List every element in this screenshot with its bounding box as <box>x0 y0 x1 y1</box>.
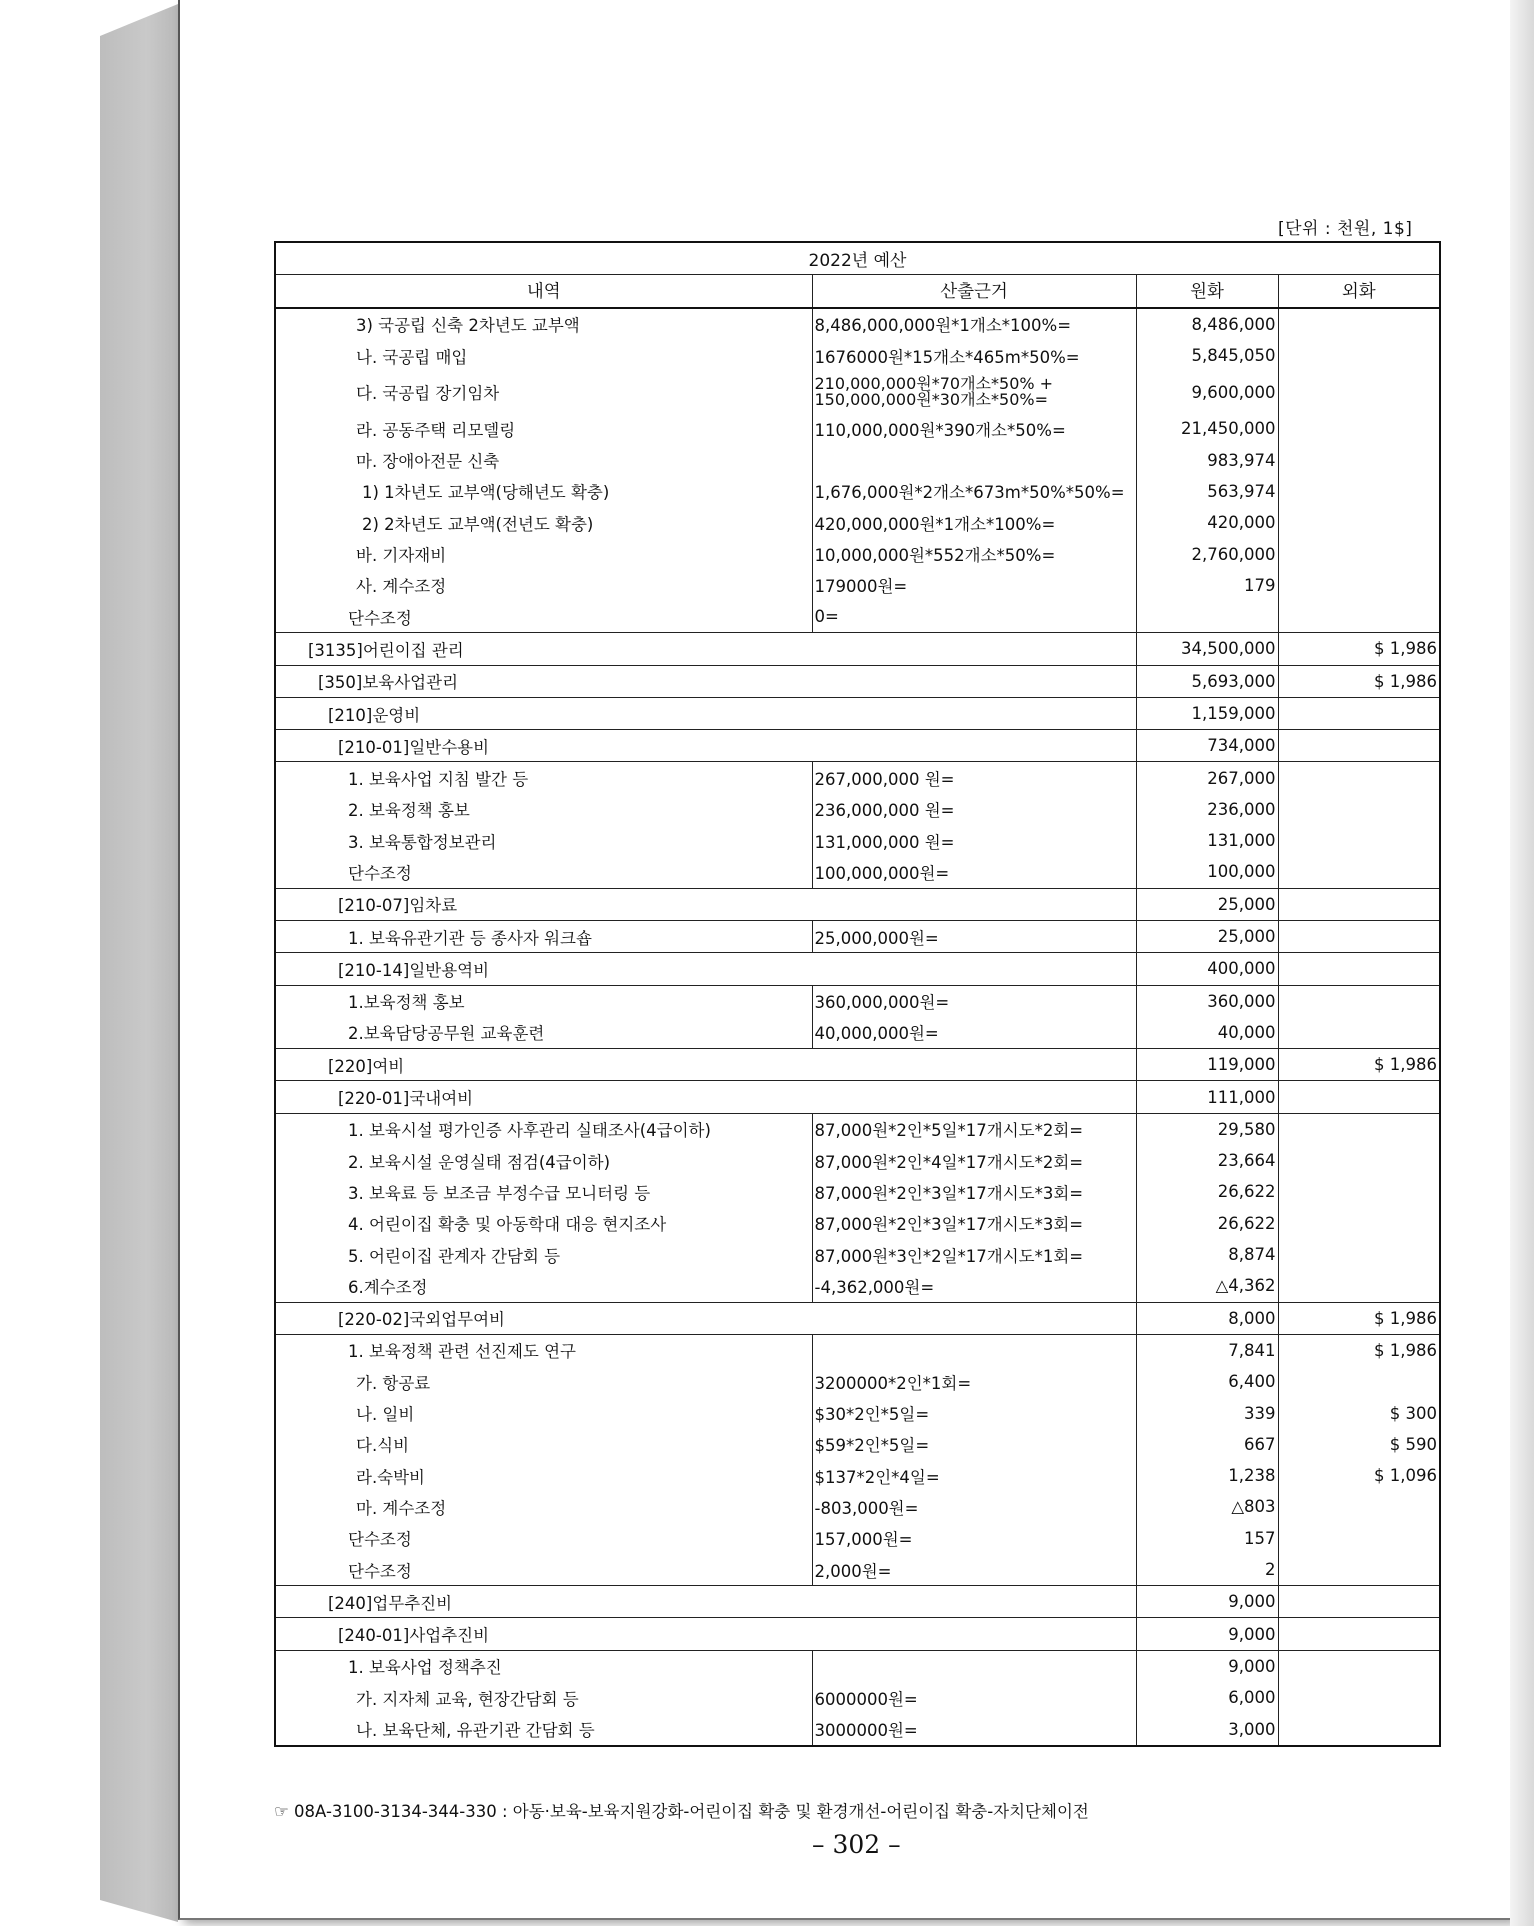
table-row <box>275 1460 1440 1491</box>
krw-amount-cell: △4,362 <box>1136 1270 1278 1302</box>
basis-cell: 87,000원*2인*4일*17개시도*2회= <box>812 1145 1136 1176</box>
table-row <box>275 1713 1440 1745</box>
fx-amount-cell <box>1278 371 1440 413</box>
krw-amount-cell: 9,000 <box>1136 1586 1278 1618</box>
krw-amount-cell: 119,000 <box>1136 1049 1278 1081</box>
fx-amount-cell <box>1278 1366 1440 1397</box>
table-row <box>275 1113 1440 1145</box>
fx-amount-cell <box>1278 1081 1440 1113</box>
fx-amount-cell <box>1278 1554 1440 1586</box>
table-row <box>275 856 1440 888</box>
table-row <box>275 538 1440 569</box>
table-row <box>275 1334 1440 1366</box>
fx-amount-cell <box>1278 340 1440 371</box>
fx-amount-cell: $ 300 <box>1278 1397 1440 1428</box>
krw-amount-cell: 339 <box>1136 1397 1278 1428</box>
table-section-row <box>275 953 1440 985</box>
table-row <box>275 1429 1440 1460</box>
table-section-row <box>275 665 1440 697</box>
fx-amount-cell <box>1278 1491 1440 1522</box>
fx-amount-cell <box>1278 1650 1440 1682</box>
item-cell: 1. 보육사업 정책추진 <box>275 1650 812 1682</box>
basis-cell: -803,000원= <box>812 1491 1136 1522</box>
krw-amount-cell: 5,693,000 <box>1136 665 1278 697</box>
basis-cell: 6000000원= <box>812 1682 1136 1713</box>
krw-amount-cell: 236,000 <box>1136 794 1278 825</box>
table-row <box>275 507 1440 538</box>
krw-amount-cell: 6,000 <box>1136 1682 1278 1713</box>
basis-cell: 3000000원= <box>812 1713 1136 1745</box>
fx-amount-cell <box>1278 762 1440 794</box>
item-cell: 1.보육정책 홍보 <box>275 985 812 1017</box>
item-cell: 1. 보육유관기관 등 종사자 워크숍 <box>275 920 812 952</box>
table-section-row <box>275 888 1440 920</box>
fx-amount-cell <box>1278 920 1440 952</box>
item-cell: 5. 어린이집 관계자 간담회 등 <box>348 1246 561 1266</box>
fx-amount-cell <box>1278 476 1440 507</box>
item-cell: [210-01]일반수용비 <box>275 730 1136 762</box>
table-year-header <box>275 242 1440 275</box>
table-section-row <box>275 1302 1440 1334</box>
table-row <box>275 570 1440 601</box>
krw-amount-cell: 21,450,000 <box>1136 413 1278 444</box>
krw-amount-cell: 8,000 <box>1136 1302 1278 1334</box>
item-cell: 사. 계수조정 <box>356 577 447 597</box>
table-row <box>275 762 1440 794</box>
table-row <box>275 1208 1440 1239</box>
table-row <box>275 1239 1440 1270</box>
krw-amount-cell: 34,500,000 <box>1136 633 1278 665</box>
fx-amount-cell <box>1278 601 1440 633</box>
fx-amount-cell <box>1278 1682 1440 1713</box>
page-number: – 302 – <box>812 1830 901 1859</box>
item-cell: 3. 보육료 등 보조금 부정수급 모니터링 등 <box>348 1183 651 1203</box>
item-cell: 3) 국공립 신축 2차년도 교부액 <box>356 316 580 336</box>
basis-cell <box>812 1650 1136 1682</box>
krw-amount-cell: △803 <box>1136 1491 1278 1522</box>
item-cell: [220-01]국내여비 <box>275 1081 1136 1113</box>
krw-amount-cell: 26,622 <box>1136 1176 1278 1207</box>
fx-amount-cell: $ 1,986 <box>1278 1049 1440 1081</box>
basis-cell: 8,486,000,000원*1개소*100%= <box>812 308 1136 340</box>
book-edge <box>100 4 178 1922</box>
item-cell: 나. 국공립 매입 <box>356 347 468 367</box>
krw-amount-cell: 25,000 <box>1136 920 1278 952</box>
item-cell: 가. 항공료 <box>356 1373 431 1393</box>
krw-amount-cell: 563,974 <box>1136 476 1278 507</box>
col-krw-header: 원화 <box>1136 275 1278 308</box>
item-cell: 단수조정 <box>348 1530 412 1550</box>
item-cell: 2.보육담당공무원 교육훈련 <box>348 1024 545 1044</box>
fx-amount-cell <box>1278 308 1440 340</box>
krw-amount-cell: 157 <box>1136 1523 1278 1554</box>
krw-amount-cell: 2 <box>1136 1554 1278 1586</box>
basis-cell: 131,000,000 원= <box>812 825 1136 856</box>
item-cell: 4. 어린이집 확충 및 아동학대 대응 현지조사 <box>348 1215 667 1235</box>
item-cell: [240-01]사업추진비 <box>275 1618 1136 1650</box>
budget-table <box>274 241 1441 1747</box>
basis-cell: $30*2인*5일= <box>812 1397 1136 1428</box>
basis-cell: 1676000원*15개소*465m*50%= <box>812 340 1136 371</box>
col-basis-header: 산출근거 <box>812 275 1136 308</box>
basis-cell: 420,000,000원*1개소*100%= <box>812 507 1136 538</box>
fx-amount-cell <box>1278 1145 1440 1176</box>
table-row <box>275 413 1440 444</box>
table-row <box>275 1523 1440 1554</box>
krw-amount-cell: 667 <box>1136 1429 1278 1460</box>
basis-cell: 40,000,000원= <box>812 1017 1136 1049</box>
table-section-row <box>275 697 1440 729</box>
budget-year-title: 2022년 예산 <box>275 242 1440 275</box>
item-cell: 1. 보육사업 지침 발간 등 <box>275 762 812 794</box>
fx-amount-cell <box>1278 1713 1440 1745</box>
fx-amount-cell: $ 1,986 <box>1278 633 1440 665</box>
fx-amount-cell <box>1278 444 1440 475</box>
item-cell: 2. 보육시설 운영실태 점검(4급이하) <box>348 1152 611 1172</box>
krw-amount-cell: 8,486,000 <box>1136 308 1278 340</box>
footnote: ☞ 08A-3100-3134-344-330 : 아동·보육-보육지원강화-어린이집 확충 및 환경개선-어린이집 확충-자치단체이전 <box>274 1802 1089 1821</box>
basis-cell: 100,000,000원= <box>812 856 1136 888</box>
item-cell: [210-07]임차료 <box>275 888 1136 920</box>
krw-amount-cell: 8,874 <box>1136 1239 1278 1270</box>
fx-amount-cell: $ 1,096 <box>1278 1460 1440 1491</box>
basis-cell: 267,000,000 원= <box>812 762 1136 794</box>
basis-cell: 87,000원*2인*3일*17개시도*3회= <box>812 1176 1136 1207</box>
krw-amount-cell: 400,000 <box>1136 953 1278 985</box>
krw-amount-cell: 26,622 <box>1136 1208 1278 1239</box>
item-cell: 6.계수조정 <box>348 1277 428 1297</box>
krw-amount-cell: 40,000 <box>1136 1017 1278 1049</box>
fx-amount-cell <box>1278 1176 1440 1207</box>
krw-amount-cell: 6,400 <box>1136 1366 1278 1397</box>
fx-amount-cell <box>1278 1017 1440 1049</box>
item-cell: 3. 보육통합정보관리 <box>348 832 497 852</box>
fx-amount-cell <box>1278 507 1440 538</box>
item-cell: [210]운영비 <box>275 697 1136 729</box>
table-row <box>275 1176 1440 1207</box>
item-cell: 단수조정 <box>348 1561 412 1581</box>
basis-cell <box>812 444 1136 475</box>
fx-amount-cell: $ 1,986 <box>1278 665 1440 697</box>
fx-amount-cell <box>1278 1113 1440 1145</box>
krw-amount-cell: 5,845,050 <box>1136 340 1278 371</box>
krw-amount-cell: 131,000 <box>1136 825 1278 856</box>
basis-cell: 2,000원= <box>812 1554 1136 1586</box>
item-cell: [210-14]일반용역비 <box>275 953 1136 985</box>
fx-amount-cell <box>1278 1586 1440 1618</box>
item-cell: [3135]어린이집 관리 <box>275 633 1136 665</box>
basis-cell: 236,000,000 원= <box>812 794 1136 825</box>
krw-amount-cell: 734,000 <box>1136 730 1278 762</box>
fx-amount-cell <box>1278 1239 1440 1270</box>
fx-amount-cell: $ 1,986 <box>1278 1302 1440 1334</box>
table-section-row <box>275 1049 1440 1081</box>
item-cell: 바. 기자재비 <box>356 546 447 566</box>
fx-amount-cell: $ 1,986 <box>1278 1334 1440 1366</box>
krw-amount-cell: 111,000 <box>1136 1081 1278 1113</box>
table-section-row <box>275 1081 1440 1113</box>
table-row <box>275 340 1440 371</box>
item-cell: 나. 일비 <box>356 1405 415 1425</box>
table-row <box>275 601 1440 633</box>
basis-cell <box>812 1334 1136 1366</box>
table-row <box>275 476 1440 507</box>
basis-cell: 87,000원*2인*3일*17개시도*3회= <box>812 1208 1136 1239</box>
table-row <box>275 1554 1440 1586</box>
krw-amount-cell: 29,580 <box>1136 1113 1278 1145</box>
krw-amount-cell: 267,000 <box>1136 762 1278 794</box>
krw-amount-cell: 100,000 <box>1136 856 1278 888</box>
item-cell: 다. 국공립 장기임차 <box>356 384 500 404</box>
basis-cell: 157,000원= <box>812 1523 1136 1554</box>
fx-amount-cell <box>1278 1618 1440 1650</box>
krw-amount-cell: 179 <box>1136 570 1278 601</box>
basis-cell: 3200000*2인*1회= <box>812 1366 1136 1397</box>
item-cell: [220]여비 <box>275 1049 1136 1081</box>
fx-amount-cell <box>1278 888 1440 920</box>
item-cell: 1. 보육시설 평가인증 사후관리 실태조사(4급이하) <box>275 1113 812 1145</box>
table-row <box>275 985 1440 1017</box>
table-section-row <box>275 1618 1440 1650</box>
item-cell: 마. 계수조정 <box>356 1498 447 1518</box>
unit-label: [단위 : 천원, 1$] <box>1278 219 1413 239</box>
table-row <box>275 794 1440 825</box>
table-row <box>275 1270 1440 1302</box>
basis-cell: 87,000원*2인*5일*17개시도*2회= <box>812 1113 1136 1145</box>
table-row <box>275 444 1440 475</box>
basis-cell: $137*2인*4일= <box>812 1460 1136 1491</box>
krw-amount-cell: 9,600,000 <box>1136 371 1278 413</box>
page-shadow <box>1510 0 1534 1926</box>
krw-amount-cell: 360,000 <box>1136 985 1278 1017</box>
basis-cell: 10,000,000원*552개소*50%= <box>812 538 1136 569</box>
item-cell: [240]업무추진비 <box>275 1586 1136 1618</box>
fx-amount-cell <box>1278 794 1440 825</box>
table-row <box>275 1491 1440 1522</box>
basis-cell: 110,000,000원*390개소*50%= <box>812 413 1136 444</box>
table-row <box>275 1682 1440 1713</box>
item-cell: 2) 2차년도 교부액(전년도 확충) <box>362 514 594 534</box>
krw-amount-cell: 2,760,000 <box>1136 538 1278 569</box>
item-cell: 단수조정 <box>348 608 412 628</box>
basis-cell: 25,000,000원= <box>812 920 1136 952</box>
col-item-header: 내역 <box>275 275 812 308</box>
krw-amount-cell: 1,238 <box>1136 1460 1278 1491</box>
basis-cell: 179000원= <box>812 570 1136 601</box>
fx-amount-cell <box>1278 413 1440 444</box>
fx-amount-cell <box>1278 985 1440 1017</box>
table-section-row <box>275 633 1440 665</box>
item-cell: 라.숙박비 <box>356 1467 426 1487</box>
krw-amount-cell: 3,000 <box>1136 1713 1278 1745</box>
item-cell: 마. 장애아전문 신축 <box>356 452 500 472</box>
table-row <box>275 1145 1440 1176</box>
fx-amount-cell <box>1278 1208 1440 1239</box>
item-cell: 1. 보육정책 관련 선진제도 연구 <box>275 1334 812 1366</box>
krw-amount-cell: 1,159,000 <box>1136 697 1278 729</box>
item-cell: 라. 공동주택 리모델링 <box>356 420 516 440</box>
fx-amount-cell <box>1278 1523 1440 1554</box>
table-row <box>275 1397 1440 1428</box>
krw-amount-cell: 9,000 <box>1136 1650 1278 1682</box>
col-fx-header: 외화 <box>1278 275 1440 308</box>
item-cell: [220-02]국외업무여비 <box>275 1302 1136 1334</box>
basis-cell: 360,000,000원= <box>812 985 1136 1017</box>
basis-cell: -4,362,000원= <box>812 1270 1136 1302</box>
krw-amount-cell: 23,664 <box>1136 1145 1278 1176</box>
fx-amount-cell <box>1278 856 1440 888</box>
basis-cell: 87,000원*3인*2일*17개시도*1회= <box>812 1239 1136 1270</box>
fx-amount-cell <box>1278 730 1440 762</box>
table-row <box>275 1366 1440 1397</box>
basis-cell: $59*2인*5일= <box>812 1429 1136 1460</box>
krw-amount-cell: 7,841 <box>1136 1334 1278 1366</box>
krw-amount-cell: 983,974 <box>1136 444 1278 475</box>
table-row <box>275 920 1440 952</box>
item-cell: 가. 지자체 교육, 현장간담회 등 <box>356 1689 579 1709</box>
table-row <box>275 1650 1440 1682</box>
krw-amount-cell <box>1136 601 1278 633</box>
item-cell: 2. 보육정책 홍보 <box>348 801 470 821</box>
basis-cell: 210,000,000원*70개소*50% + 150,000,000원*30개소*50%= <box>812 371 1136 413</box>
krw-amount-cell: 9,000 <box>1136 1618 1278 1650</box>
fx-amount-cell <box>1278 538 1440 569</box>
table-row <box>275 1017 1440 1049</box>
krw-amount-cell: 25,000 <box>1136 888 1278 920</box>
table-section-row <box>275 730 1440 762</box>
fx-amount-cell <box>1278 697 1440 729</box>
fx-amount-cell: $ 590 <box>1278 1429 1440 1460</box>
item-cell: [350]보육사업관리 <box>275 665 1136 697</box>
item-cell: 나. 보육단체, 유관기관 간담회 등 <box>356 1721 595 1740</box>
fx-amount-cell <box>1278 1270 1440 1302</box>
item-cell: 다.식비 <box>356 1436 410 1456</box>
table-row <box>275 825 1440 856</box>
item-cell: 1) 1차년도 교부액(당해년도 확충) <box>362 483 610 503</box>
table-row <box>275 371 1440 413</box>
item-cell: 단수조정 <box>348 863 412 883</box>
table-column-header <box>275 275 1440 308</box>
table-section-row <box>275 1586 1440 1618</box>
basis-cell: 1,676,000원*2개소*673m*50%*50%= <box>812 476 1136 507</box>
table-row <box>275 308 1440 340</box>
fx-amount-cell <box>1278 825 1440 856</box>
fx-amount-cell <box>1278 570 1440 601</box>
fx-amount-cell <box>1278 953 1440 985</box>
krw-amount-cell: 420,000 <box>1136 507 1278 538</box>
basis-cell: 0= <box>812 601 1136 633</box>
